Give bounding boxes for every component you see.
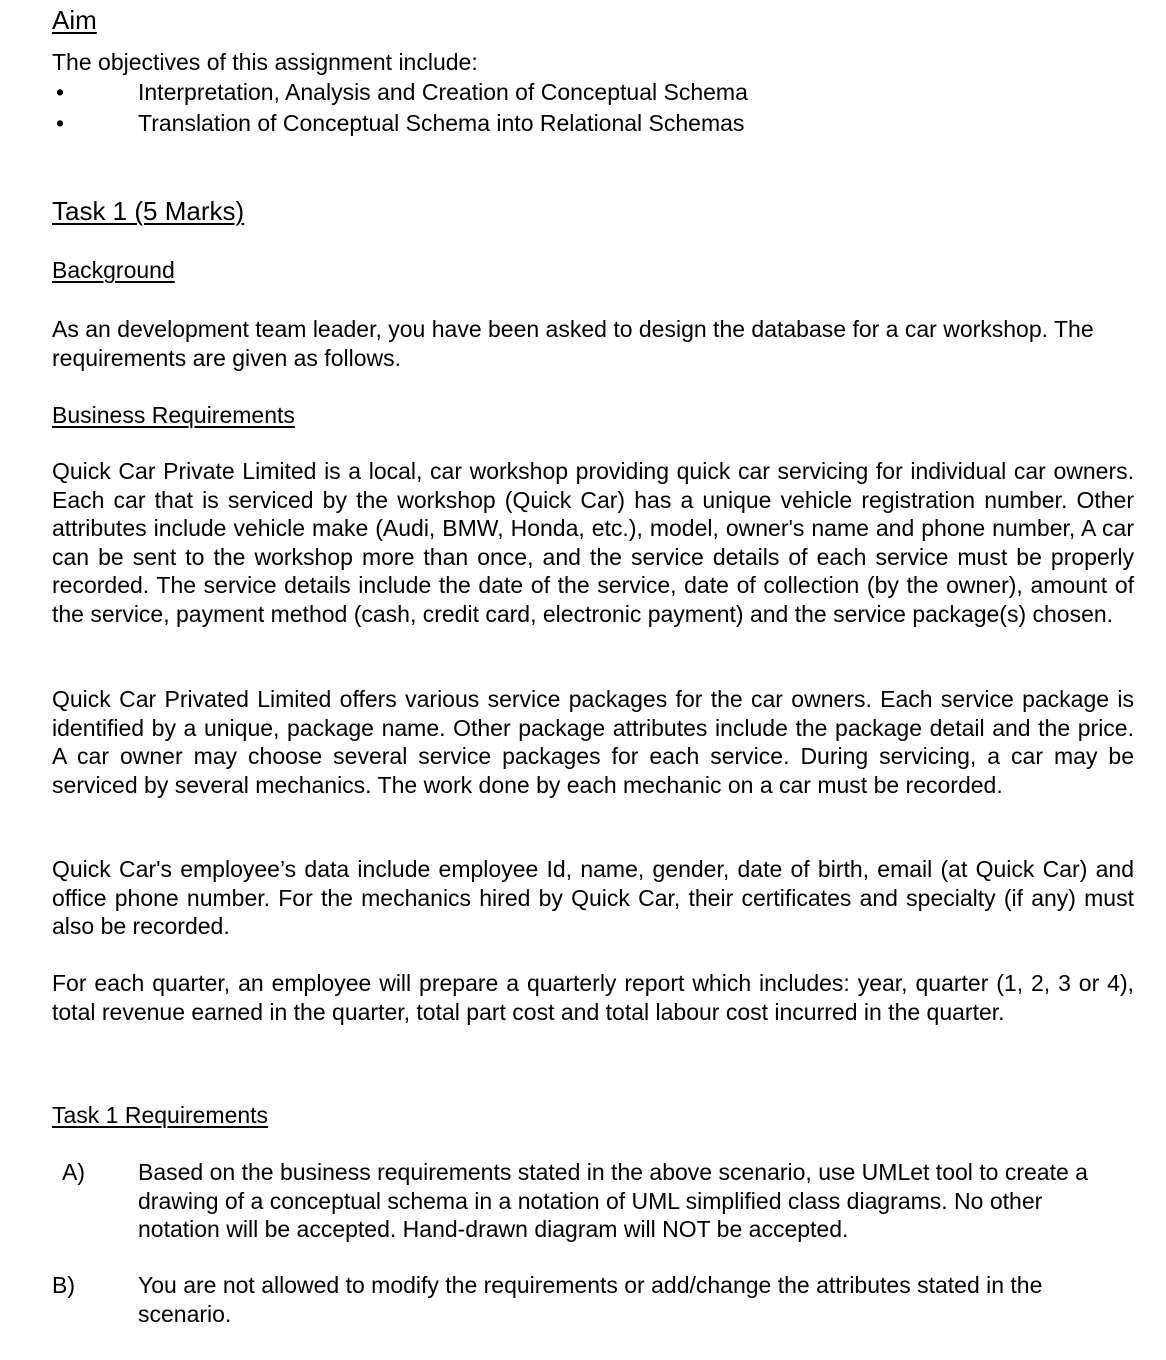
requirement-text: You are not allowed to modify the requirements or add/change the attributes stated in the scenario. xyxy=(138,1272,1043,1327)
bullet-icon: • xyxy=(56,110,65,136)
task1-requirements-heading: Task 1 Requirements xyxy=(52,1102,269,1128)
business-paragraph-3: Quick Car's employee’s data include employee Id, name, gender, date of birth, email (at Quick Car) and office phone number. For the mechanics hired by Quick Car, their certificates and specialty (if any) must also be recorded. xyxy=(52,856,1134,939)
objective-text: Translation of Conceptual Schema into Relational Schemas xyxy=(138,110,745,136)
requirement-item-a xyxy=(52,1158,1134,1248)
background-heading: Background xyxy=(52,257,175,283)
objective-item xyxy=(52,78,1134,108)
requirement-text: Based on the business requirements stated in the above scenario, use UMLet tool to create a drawing of a conceptual schema in a notation of UML simplified class diagrams. No other notation will be accepted. Hand-drawn diagram will NOT be accepted. xyxy=(138,1159,1088,1242)
aim-heading: Aim xyxy=(52,5,97,35)
requirement-label: A) xyxy=(62,1159,85,1185)
bullet-icon: • xyxy=(56,79,65,105)
requirement-label: B) xyxy=(52,1272,75,1298)
objective-text: Interpretation, Analysis and Creation of Conceptual Schema xyxy=(138,79,748,105)
business-paragraph-4: For each quarter, an employee will prepare a quarterly report which includes: year, quarter (1, 2, 3 or 4), total revenue earned in the quarter, total part cost and total labour cost incurred in the quarter. xyxy=(52,970,1134,1025)
task1-heading: Task 1 (5 Marks) xyxy=(52,196,245,226)
business-paragraph-2: Quick Car Privated Limited offers various service packages for the car owners. Each service package is identified by a unique, package name. Other package attributes include the package detail and the price. A car owner may choose several service packages for each service. During servicing, a car may be serviced by several mechanics. The work done by each mechanic on a car must be recorded. xyxy=(52,686,1134,798)
aim-intro: The objectives of this assignment include: xyxy=(52,49,478,75)
objective-item xyxy=(52,109,1134,139)
background-text: As an development team leader, you have been asked to design the database for a car workshop. The requirements are given as follows. xyxy=(52,316,1094,371)
business-requirements-heading: Business Requirements xyxy=(52,402,295,428)
requirement-item-b xyxy=(52,1271,1134,1331)
business-paragraph-1: Quick Car Private Limited is a local, car workshop providing quick car servicing for individual car owners. Each car that is serviced by the workshop (Quick Car) has a unique vehicle registration number. Other attributes include vehicle make (Audi, BMW, Honda, etc.), model, owner's name and phone number, A car can be sent to the workshop more than once, and the service details of each service must be properly recorded. The service details include the date of the service, date of collection (by the owner), amount of the service, payment method (cash, credit card, electronic payment) and the service package(s) chosen. xyxy=(52,458,1134,627)
